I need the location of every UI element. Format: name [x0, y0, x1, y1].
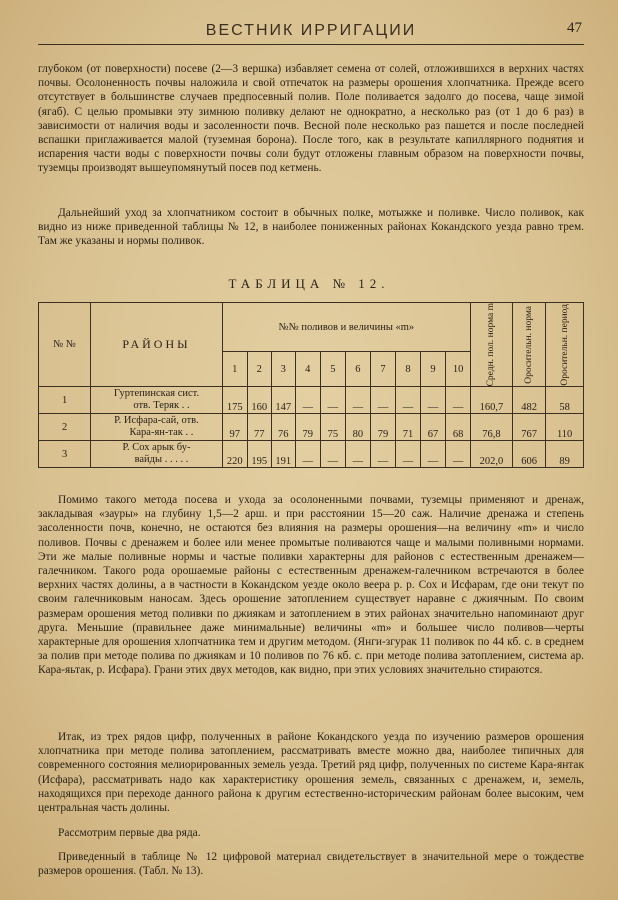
poliv-number: 7 [370, 352, 395, 387]
poliv-value: 80 [345, 414, 370, 441]
poliv-value: — [446, 387, 471, 414]
poliv-number: 8 [395, 352, 420, 387]
col-header-no: № № [39, 303, 91, 387]
poliv-value: 175 [222, 387, 247, 414]
poliv-value: — [320, 387, 345, 414]
avg-norm-value: 160,7 [471, 387, 513, 414]
district-name-line: Р. Исфара-сай, отв. [114, 415, 199, 427]
table-row [39, 387, 584, 414]
paragraph-2: Дальнейший уход за хлопчатником состоит в обычных полке, мотыжке и поливке. Число поливок, как видно из ниже приведенной таблицы № 12, в наиболее пониженных районах Кокандского уезда равно трем. Там же указаны и нормы поливок. [38, 207, 584, 248]
col-header-district: РАЙОНЫ [91, 303, 223, 387]
poliv-value: 97 [222, 414, 247, 441]
poliv-value: 67 [421, 414, 446, 441]
poliv-value: 147 [271, 387, 295, 414]
col-header-avg: Средн. пол. норма m [471, 303, 513, 387]
table-row [39, 441, 584, 468]
avg-norm-value: 76,8 [471, 414, 513, 441]
district-name [91, 441, 223, 468]
table-row [39, 414, 584, 441]
poliv-value: — [295, 441, 320, 468]
poliv-number: 3 [271, 352, 295, 387]
irrigation-norm-value: 606 [512, 441, 545, 468]
row-number: 1 [39, 387, 91, 414]
row-number: 2 [39, 414, 91, 441]
table-body [39, 387, 584, 468]
poliv-value: — [295, 387, 320, 414]
irrigation-period-value: 89 [546, 441, 584, 468]
poliv-value: 77 [247, 414, 271, 441]
table-title: ТАБЛИЦА № 12. [228, 276, 390, 291]
poliv-value: 79 [370, 414, 395, 441]
journal-title: ВЕСТНИК ИРРИГАЦИИ [205, 22, 417, 39]
paragraph-6: Приведенный в таблице № 12 цифровой материал свидетельствует в значительной мере о тождестве размеров орошения. (Табл. № 13). [38, 851, 584, 878]
poliv-value: 220 [222, 441, 247, 468]
col-header-norm: Оросительн. норма [512, 303, 545, 387]
poliv-number: 1 [222, 352, 247, 387]
district-name-line: Кара-ян-так . . [129, 427, 194, 439]
poliv-value: — [421, 387, 446, 414]
paragraph-5: Рассмотрим первые два ряда. [58, 827, 201, 839]
irrigation-table [38, 302, 584, 468]
paragraph-3: Помимо такого метода посева и ухода за осолоненными почвами, туземцы применяют и дренаж, закладывая «зауры» на глубину 1,5—2 арш. и при расстоянии 15—20 саж. Наличие дренажа и степень засоленности почв, конечно, не остаются без влияния на размеры орошения—на величину «m» и число поливов. Почвы с дренажем и более или менее промытые поливаются чаще и малыми поливными нормами. Эти же малые поливные нормы и частые поливки характерны для районов с естественным дренажем—галечником. Такого рода орошаемые районы с естественным дренажем-галечником встречаются в более верхних частях долины, а в частности в Кокандском уезде около веера р. р. Сох и Исфарам, где они текут по своим галечниковым наносам. Здесь орошение затоплением существует наравне с джиячным. По своим размерам орошения метод поливки по джиякам и затоплением в этих районах значительно напоминают друг друга. Меньшие (правильнее даже минимальные) величины «m» и большее число поливов—черты характерные для орошения хлопчатника тем и другим методом. (Янги-згурак 11 поливок по 44 кб. с. в среднем за полив при методе полива по джиякам и 10 поливов по 76 кб. с. при методе полива затоплением, система ар. Кара-яьтак, р. Исфара). Грани этих двух методов, как видно, при этих условиях значительно стираются. [38, 494, 584, 677]
district-name-line: Р. Сох арык бу- [122, 442, 191, 454]
irrigation-period-value: 110 [546, 414, 584, 441]
poliv-value: — [370, 387, 395, 414]
col-header-period: Оросительн. период [546, 303, 584, 387]
poliv-value: — [421, 441, 446, 468]
poliv-number: 2 [247, 352, 271, 387]
poliv-value: — [320, 441, 345, 468]
district-name-line: вайды . . . . . [134, 454, 189, 466]
poliv-value: 160 [247, 387, 271, 414]
poliv-value: 68 [446, 414, 471, 441]
poliv-value: 76 [271, 414, 295, 441]
col-header-group: №№ поливов и величины «m» [222, 303, 470, 352]
paragraph-1: глубоком (от поверхности) посеве (2—3 вершка) избавляет семена от солей, отложившихся в верхних частях почвы. Осолоненность почвы наложила и свой отпечаток на размеры орошения хлопчатника. Прежде всего отсутствует в большинстве случаев предпосевный полив. Поле поливается задолго до посева, чаще зимой (ягаб). С целью промывки эту зимнюю поливку делают не однократно, а несколько раз (от 1 до 6 раз) в зависимости от наличия воды и засоленности почв. Весной поле несколько раз пашется и после последней вспашки приглаживается малой (туземная борона). После того, как в результате капиллярного поднятия и испарения части воды с поверхности почвы соли будут отложены главным образом на поверхности почвы, туземцы производят вышеупомянутый посев под кетмень. [38, 63, 584, 175]
irrigation-period-value: 58 [546, 387, 584, 414]
row-number: 3 [39, 441, 91, 468]
poliv-value: — [446, 441, 471, 468]
poliv-number: 9 [421, 352, 446, 387]
avg-norm-value: 202,0 [471, 441, 513, 468]
poliv-number: 6 [345, 352, 370, 387]
poliv-value: 195 [247, 441, 271, 468]
district-name-line: отв. Теряк . . [133, 400, 190, 412]
district-name-line: Гуртепинская сист. [113, 388, 200, 400]
district-name [91, 387, 223, 414]
poliv-value: — [395, 387, 420, 414]
irrigation-norm-value: 482 [512, 387, 545, 414]
poliv-value: — [345, 387, 370, 414]
page-number: 47 [567, 20, 582, 36]
poliv-value: 71 [395, 414, 420, 441]
poliv-number: 4 [295, 352, 320, 387]
poliv-value: 79 [295, 414, 320, 441]
paragraph-4: Итак, из трех рядов цифр, полученных в районе Кокандского уезда по изучению размеров орошения хлопчатника при методе полива затоплением, рассматривать вместе можно два, наиболее типичных для современного состояния мелиорированных земель уезда. Третий ряд цифр, полученных по системе Кара-янтак (Исфара), рассматривать надо как характеристику орошения земель, связанных с дренажем, и, земель, находящихся при переходе данного района к другим естественно-историческим районам более высоким, чем центральная часть долины. [38, 731, 584, 815]
poliv-value: — [345, 441, 370, 468]
poliv-number: 10 [446, 352, 471, 387]
poliv-number: 5 [320, 352, 345, 387]
district-name [91, 414, 223, 441]
poliv-value: — [370, 441, 395, 468]
poliv-value: 191 [271, 441, 295, 468]
irrigation-norm-value: 767 [512, 414, 545, 441]
running-header [38, 20, 584, 45]
poliv-value: 75 [320, 414, 345, 441]
poliv-value: — [395, 441, 420, 468]
